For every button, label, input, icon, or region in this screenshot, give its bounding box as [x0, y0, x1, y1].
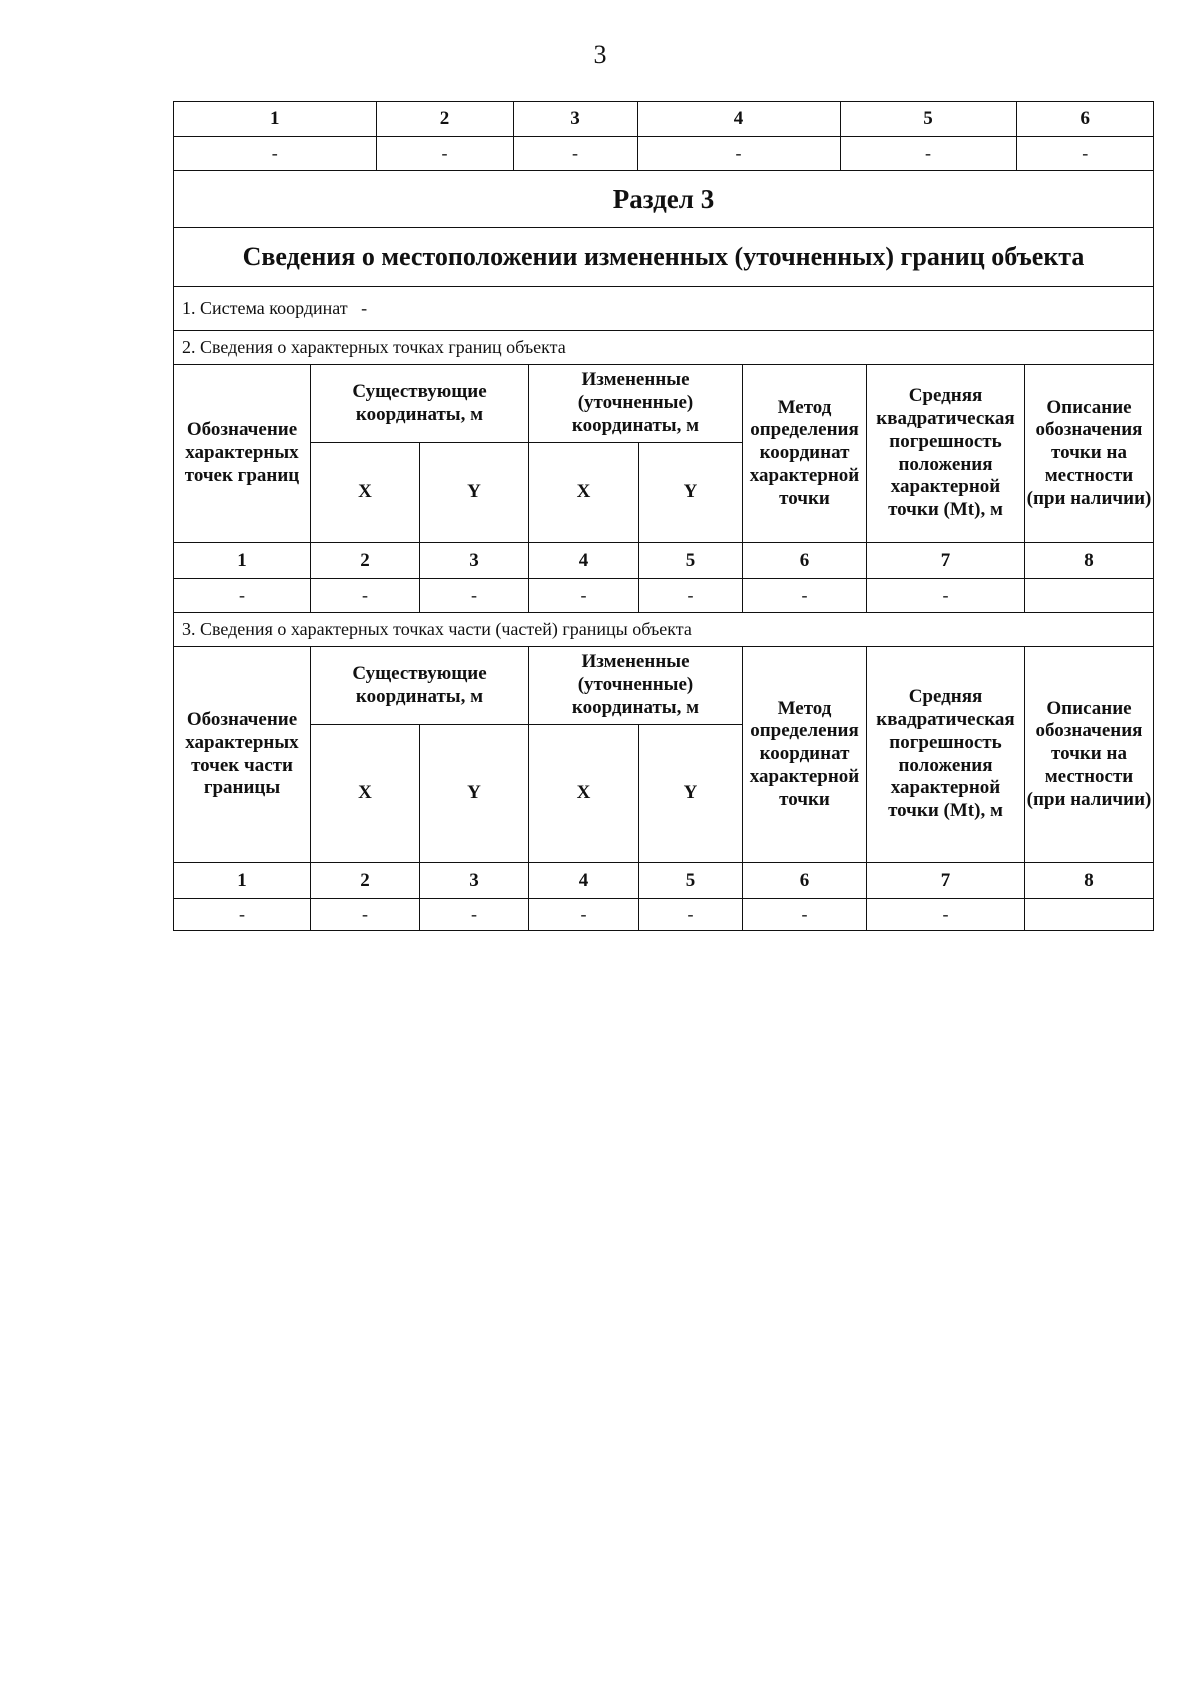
- column-numbers-row: [174, 863, 1154, 899]
- cell-method: -: [743, 579, 867, 613]
- col-number-6: 6: [743, 543, 867, 579]
- head-method-part: Метод определения координат характерной точки: [743, 647, 867, 863]
- cell-error: -: [867, 579, 1025, 613]
- top-col-5: 5: [840, 102, 1016, 136]
- section-3-form: [173, 101, 1154, 931]
- col-number-3: 3: [420, 863, 529, 899]
- col-number-5: 5: [639, 543, 743, 579]
- top-cell-2: -: [376, 136, 513, 170]
- boundary-points-label: 2. Сведения о характерных точках границ объекта: [174, 331, 1154, 365]
- part-boundary-points-label: 3. Сведения о характерных точках части (частей) границы объекта: [174, 613, 1154, 647]
- col-number-1: 1: [174, 543, 311, 579]
- cell-existing-y-part: -: [420, 899, 529, 931]
- cell-error-part: -: [867, 899, 1025, 931]
- cell-designation-part: -: [174, 899, 311, 931]
- col-number-5: 5: [639, 863, 743, 899]
- col-number-7: 7: [867, 863, 1025, 899]
- cell-method-part: -: [743, 899, 867, 931]
- top-col-1: 1: [174, 102, 376, 136]
- head-existing-x-part: X: [311, 725, 420, 863]
- col-number-8: 8: [1025, 543, 1154, 579]
- coordinate-system-label: 1. Система координат: [182, 298, 348, 318]
- top-cell-3: -: [513, 136, 637, 170]
- cell-existing-y: -: [420, 579, 529, 613]
- head-changed-x-part: X: [529, 725, 639, 863]
- head-existing-coords: Существующие координаты, м: [311, 365, 529, 443]
- head-existing-y-part: Y: [420, 725, 529, 863]
- head-existing-coords-part: Существующие координаты, м: [311, 647, 529, 725]
- section-subtitle: Сведения о местоположении измененных (уточненных) границ объекта: [174, 228, 1154, 287]
- head-changed-coords: Измененные (уточненные) координаты, м: [529, 365, 743, 443]
- cell-designation: -: [174, 579, 311, 613]
- col-number-1: 1: [174, 863, 311, 899]
- top-table: [174, 102, 1154, 170]
- cell-changed-y-part: -: [639, 899, 743, 931]
- cell-changed-y: -: [639, 579, 743, 613]
- head-changed-y: Y: [639, 443, 743, 543]
- head-existing-y: Y: [420, 443, 529, 543]
- head-existing-x: X: [311, 443, 420, 543]
- top-cell-5: -: [840, 136, 1016, 170]
- top-cell-6: -: [1016, 136, 1154, 170]
- head-designation-part: Обозначение характерных точек части границы: [174, 647, 311, 863]
- table-row: [174, 579, 1154, 613]
- top-col-6: 6: [1016, 102, 1154, 136]
- head-error-part: Средняя квадратическая погрешность положения характерной точки (Mt), м: [867, 647, 1025, 863]
- col-number-4: 4: [529, 863, 639, 899]
- col-number-3: 3: [420, 543, 529, 579]
- cell-changed-x-part: -: [529, 899, 639, 931]
- head-method: Метод определения координат характерной точки: [743, 365, 867, 543]
- head-error: Средняя квадратическая погрешность положения характерной точки (Mt), м: [867, 365, 1025, 543]
- head-description: Описание обозначения точки на местности (при наличии): [1025, 365, 1154, 543]
- col-number-8: 8: [1025, 863, 1154, 899]
- col-number-2: 2: [311, 543, 420, 579]
- top-col-4: 4: [637, 102, 840, 136]
- head-changed-x: X: [529, 443, 639, 543]
- table-row: [174, 899, 1154, 931]
- coordinate-system-row: [174, 287, 1154, 331]
- coordinate-system-value: -: [361, 298, 368, 318]
- cell-existing-x-part: -: [311, 899, 420, 931]
- col-number-6: 6: [743, 863, 867, 899]
- head-changed-coords-part: Измененные (уточненные) координаты, м: [529, 647, 743, 725]
- cell-description-part: [1025, 899, 1154, 931]
- col-number-7: 7: [867, 543, 1025, 579]
- cell-existing-x: -: [311, 579, 420, 613]
- page-number: 3: [593, 40, 607, 69]
- head-description-part: Описание обозначения точки на местности (при наличии): [1025, 647, 1154, 863]
- table-row: [174, 136, 1154, 170]
- col-number-4: 4: [529, 543, 639, 579]
- top-cell-1: -: [174, 136, 376, 170]
- col-number-2: 2: [311, 863, 420, 899]
- top-col-3: 3: [513, 102, 637, 136]
- cell-description: [1025, 579, 1154, 613]
- head-designation: Обозначение характерных точек границ: [174, 365, 311, 543]
- cell-changed-x: -: [529, 579, 639, 613]
- top-cell-4: -: [637, 136, 840, 170]
- section-title: Раздел 3: [174, 171, 1154, 228]
- column-numbers-row: [174, 543, 1154, 579]
- top-col-2: 2: [376, 102, 513, 136]
- head-changed-y-part: Y: [639, 725, 743, 863]
- top-table-header-row: [174, 102, 1154, 171]
